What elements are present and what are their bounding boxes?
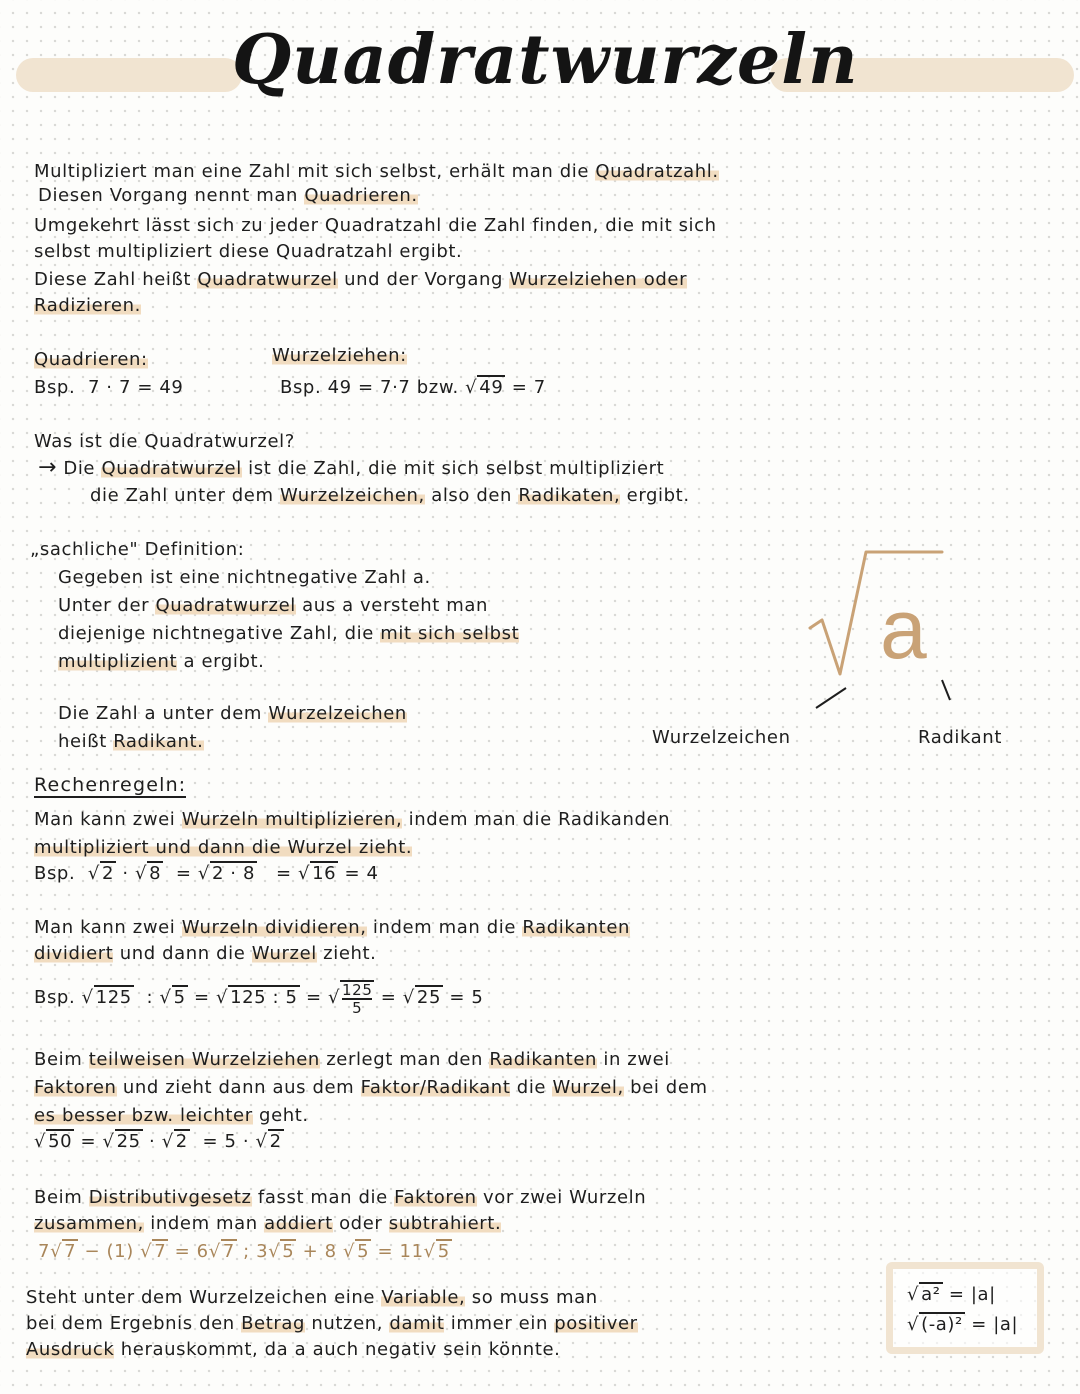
rule-mult-example: Bsp. √ 2 · √ 8 = √ 2 · 8 = √ 16 = 4: [34, 863, 379, 884]
radikant-line-2: heißt Radikant.: [58, 731, 204, 752]
variable-line-1: Steht unter dem Wurzelzeichen eine Variable, so muss man: [26, 1287, 598, 1308]
rule-div-line-1: Man kann zwei Wurzeln dividieren, indem man die Radikanten: [34, 917, 631, 938]
variable-line-3: Ausdruck herauskommt, da a auch negativ sein könnte.: [26, 1339, 561, 1360]
rules-heading: Rechenregeln:: [34, 774, 187, 796]
intro-line-3: Umgekehrt lässt sich zu jeder Quadratzahl die Zahl finden, die mit sich: [34, 215, 717, 236]
definition-line-3: diejenige nichtnegative Zahl, die mit sich selbst: [58, 623, 520, 644]
definition-line-4: multiplizient a ergibt.: [58, 651, 265, 672]
wurzelziehen-example: Bsp. 49 = 7·7 bzw. √ 49 = 7: [280, 377, 546, 398]
question-text: Was ist die Quadratwurzel?: [34, 431, 295, 452]
label-radikant: Radikant: [918, 727, 1002, 748]
variable-line-2: bei dem Ergebnis den Betrag nutzen, damit immer ein positiver: [26, 1313, 638, 1334]
formula-box: [886, 1262, 1044, 1354]
formula-abs-1: √ a² = |a|: [907, 1284, 996, 1305]
teil-line-1: Beim teilweisen Wurzelziehen zerlegt man den Radikanten in zwei: [34, 1049, 670, 1070]
wurzelziehen-heading: Wurzelziehen:: [272, 345, 407, 366]
rule-mult-line-1: Man kann zwei Wurzeln multiplizieren, indem man die Radikanden: [34, 809, 671, 830]
intro-line-5: Diese Zahl heißt Quadratwurzel und der Vorgang Wurzelziehen oder: [34, 269, 688, 290]
title-bar-left: [16, 58, 242, 92]
teil-example: √ 50 = √ 25 · √ 2 = 5 · √ 2: [34, 1131, 282, 1152]
pointer-line-radicand: [942, 680, 950, 700]
teil-line-2: Faktoren und zieht dann aus dem Faktor/Radikant die Wurzel, bei dem: [34, 1077, 708, 1098]
definition-line-2: Unter der Quadratwurzel aus a versteht man: [58, 595, 489, 616]
intro-line-1: Multipliziert man eine Zahl mit sich selbst, erhält man die Quadratzahl.: [34, 161, 719, 182]
distrib-example: 7√ 7 − (1) √ 7 = 6√ 7 ; 3√ 5 + 8 √ 5 = 11√ 5: [38, 1241, 450, 1262]
radicand-variable: a: [880, 582, 927, 676]
intro-line-4: selbst multipliziert diese Quadratzahl ergibt.: [34, 241, 463, 262]
answer-line-2: die Zahl unter dem Wurzelzeichen, also den Radikaten, ergibt.: [90, 485, 690, 506]
rule-div-example: Bsp. √ 125 : √ 5 = √ 125 : 5 = √ $\frac{125}{5}$ = √ 25 = 5: [34, 981, 484, 1017]
answer-line-1: → Die Quadratwurzel ist die Zahl, die mit sich selbst multipliziert: [38, 455, 665, 480]
page-title: Quadratwurzeln: [232, 20, 859, 100]
distrib-line-2: zusammen, indem man addiert oder subtrahiert.: [34, 1213, 502, 1234]
definition-line-1: Gegeben ist eine nichtnegative Zahl a.: [58, 567, 431, 588]
arrow-icon: →: [38, 455, 58, 480]
rule-mult-line-2: multipliziert und dann die Wurzel zieht.: [34, 837, 413, 858]
intro-line-6: Radizieren.: [34, 295, 141, 316]
definition-heading: „sachliche" Definition:: [30, 539, 245, 560]
distrib-line-1: Beim Distributivgesetz fasst man die Faktoren vor zwei Wurzeln: [34, 1187, 647, 1208]
root-sign-diagram: [800, 540, 960, 720]
teil-line-3: es besser bzw. leichter geht.: [34, 1105, 309, 1126]
intro-line-2: Diesen Vorgang nennt man Quadrieren.: [38, 185, 418, 206]
rule-div-line-2: dividiert und dann die Wurzel zieht.: [34, 943, 377, 964]
quadrieren-example: Bsp. 7 · 7 = 49: [34, 377, 184, 398]
radikant-line-1: Die Zahl a unter dem Wurzelzeichen: [58, 703, 407, 724]
formula-abs-2: √ (-a)² = |a|: [907, 1314, 1019, 1335]
label-wurzelzeichen: Wurzelzeichen: [652, 727, 791, 748]
pointer-line-sign: [816, 688, 846, 708]
fraction: $\frac{125}{5}$: [342, 981, 373, 1017]
quadrieren-heading: Quadrieren:: [34, 349, 148, 370]
